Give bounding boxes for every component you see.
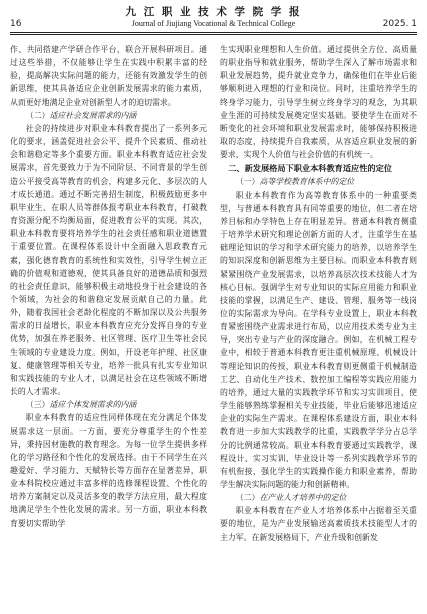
page-header [10, 3, 417, 36]
paragraph: 作、共同搭建产学研合作平台，联合开展科研项目。通过这些举措，不仅能够让学生在实践中积累丰富的经验，提高解决实际问题的能力，还能有效激发学生的创新思维，使其具备适应企业创新发展需求的能力素质，从而更好地满足企业对创新型人才的迫切需求。 [10, 45, 207, 107]
subsection-number: （一） [235, 177, 260, 187]
left-column [10, 43, 207, 611]
subsection-number: （二） [235, 493, 260, 503]
journal-title-en: Journal of Jiujiang Vocational & Technical College [131, 19, 296, 28]
journal-title-cn: 九 江 职 业 技 术 学 院 学 报 [125, 6, 302, 18]
header-rule [10, 32, 417, 33]
subsection-title: 适应个体发展需求的内涵 [49, 400, 137, 410]
subsection-heading [220, 175, 417, 188]
subsection-heading [10, 109, 207, 122]
subsection-title: 适应社会发展需求的内涵 [49, 110, 137, 120]
header-rule-thin [10, 34, 417, 35]
issue-label: 2025. 1 [382, 19, 417, 29]
paragraph: 职业本科教育在产业人才培养体系中占据着至关重要的地位，是为产业发展输送高素质技术技能型人才的主力军。在新发展格局下，产业升级和创新发 [220, 506, 417, 542]
subsection-number: （二） [25, 110, 50, 120]
subsection-heading [220, 491, 417, 504]
right-column [220, 43, 417, 611]
subsection-title: 高等学校教育体系中的定位 [259, 177, 355, 187]
subsection-number: （三） [25, 400, 50, 410]
paragraph: 职业本科教育的适应性同样体现在充分满足个体发展需求这一层面。一方面，要充分尊重学生的个性差异，秉持因材施教的教育理念。为每一位学生提供多样化的学习路径和个性化的发展选择。由于不同学生在兴趣爱好、学习能力、天赋特长等方面存在显著差异，职业本科院校应通过丰富多样的选修课程设置、个性化的培养方案制定以及灵活多变的教学方法应用，最大程度地满足学生个性化发展的需求。另一方面，职业本科教育要切实帮助学 [10, 413, 207, 528]
page-number: 16 [10, 19, 22, 29]
paragraph: 职业本科教育作为高等教育体系中的一种重要类型，与普通本科教育具有同等重要的地位，但二者在培养目标和办学特色上存在明显差异。普通本科教育侧重于培养学术研究和理论创新方面的人才，注重学生在基础理论知识的学习和学术研究能力的培养，以培养学生的知识深度和创新思维为主要目标。而职业本科教育则紧紧围绕产业发展需求，以培养高层次技术技能人才为核心目标。强调学生对专业知识的实际应用能力和职业技能的掌握，以满足生产、建设、管理、服务等一线岗位的实际需求为导向。在学科专业设置上，职业本科教育紧密围绕产业需求进行布局，以应用技术类专业为主导，突出专业与产业的深度融合。例如，在机械工程专业中，相较于普通本科教育更注重机械原理、机械设计等理论知识的传授，职业本科教育则更侧重于机械制造工艺、自动化生产技术、数控加工编程等实践应用能力的培养，通过大量的实践教学环节和实习实训项目，使学生能够熟练掌握相关专业技能，毕业后能够迅速适应企业的实际生产需求。在课程体系建设方面，职业本科教育进一步加大实践教学的比重，实践教学学分占总学分的比例通常较高。职业本科教育要通过实践教学，课程设计、实习实训、毕业设计等一系列实践教学环节的有机衔接，强化学生的实践操作能力和职业素养，帮助学生解决实际问题的能力和创新精神。 [220, 190, 417, 489]
subsection-title: 在产业人才培养中的定位 [259, 493, 347, 503]
section-heading: 二、新发展格局下职业本科教育适应性的定位 [228, 163, 392, 174]
subsection-heading [10, 398, 207, 411]
paragraph: 社会的持续进步对职业本科教育提出了一系列多元化的要求，涵盖促进社会公平、提升个民素质、推动社会和谐稳定等多个重要方面。职业本科教育适应社会发展需求，首先要致力于为不同阶层、不同背景的学生创造公平接受高等教育的机会，构建多元化、多层次的人才成长通道。通过不断完善招生制度，积极鼓励更多中职毕业生、在职人员等群体报考职业本科教育，打破教育资源分配不均衡局面，促进教育公平的实现。其次，职业本科教育要将培养学生的社会责任感和职业道德置于重要位置。在课程体系设计中全面融入思政教育元素，强化德育教育的系统性和实效性，引导学生树立正确的价值观和道德观，使其具备良好的道德品质和强烈的社会责任意识，能够积极主动地投身于社会建设的各个领域，为社会的和谐稳定发展贡献自己的力量。此外，随着我国社会老龄化程度的不断加深以及公共服务需求的日益增长，职业本科教育应充分发挥自身的专业优势，加强在养老服务、社区管理、医疗卫生等社会民生领域的专业建设力度。例如，开设老年护理、社区康复、健康管理等相关专业，培养一批具有扎实专业知识和实践技能的专业人才，以满足社会在这些领域不断增长的人才需求。 [10, 123, 207, 397]
paragraph: 生实现职业理想和人生价值。通过提供全方位、高质量的职业指导和就业服务，帮助学生深入了解市场需求和职业发展趋势，提升就业竞争力，确保他们在毕业后能够顺利进入理想的行业和岗位。同时，注重培养学生的终身学习能力，引导学生树立终身学习的观念，为其职业生涯的可持续发展奠定坚实基础。要使学生在面对不断变化的社会环境和职业发展需求时，能够保持积极进取的态度，持续提升自我素质，从容适应职业发展的新要求，实现个人价值与社会价值的有机统一。 [220, 45, 417, 160]
